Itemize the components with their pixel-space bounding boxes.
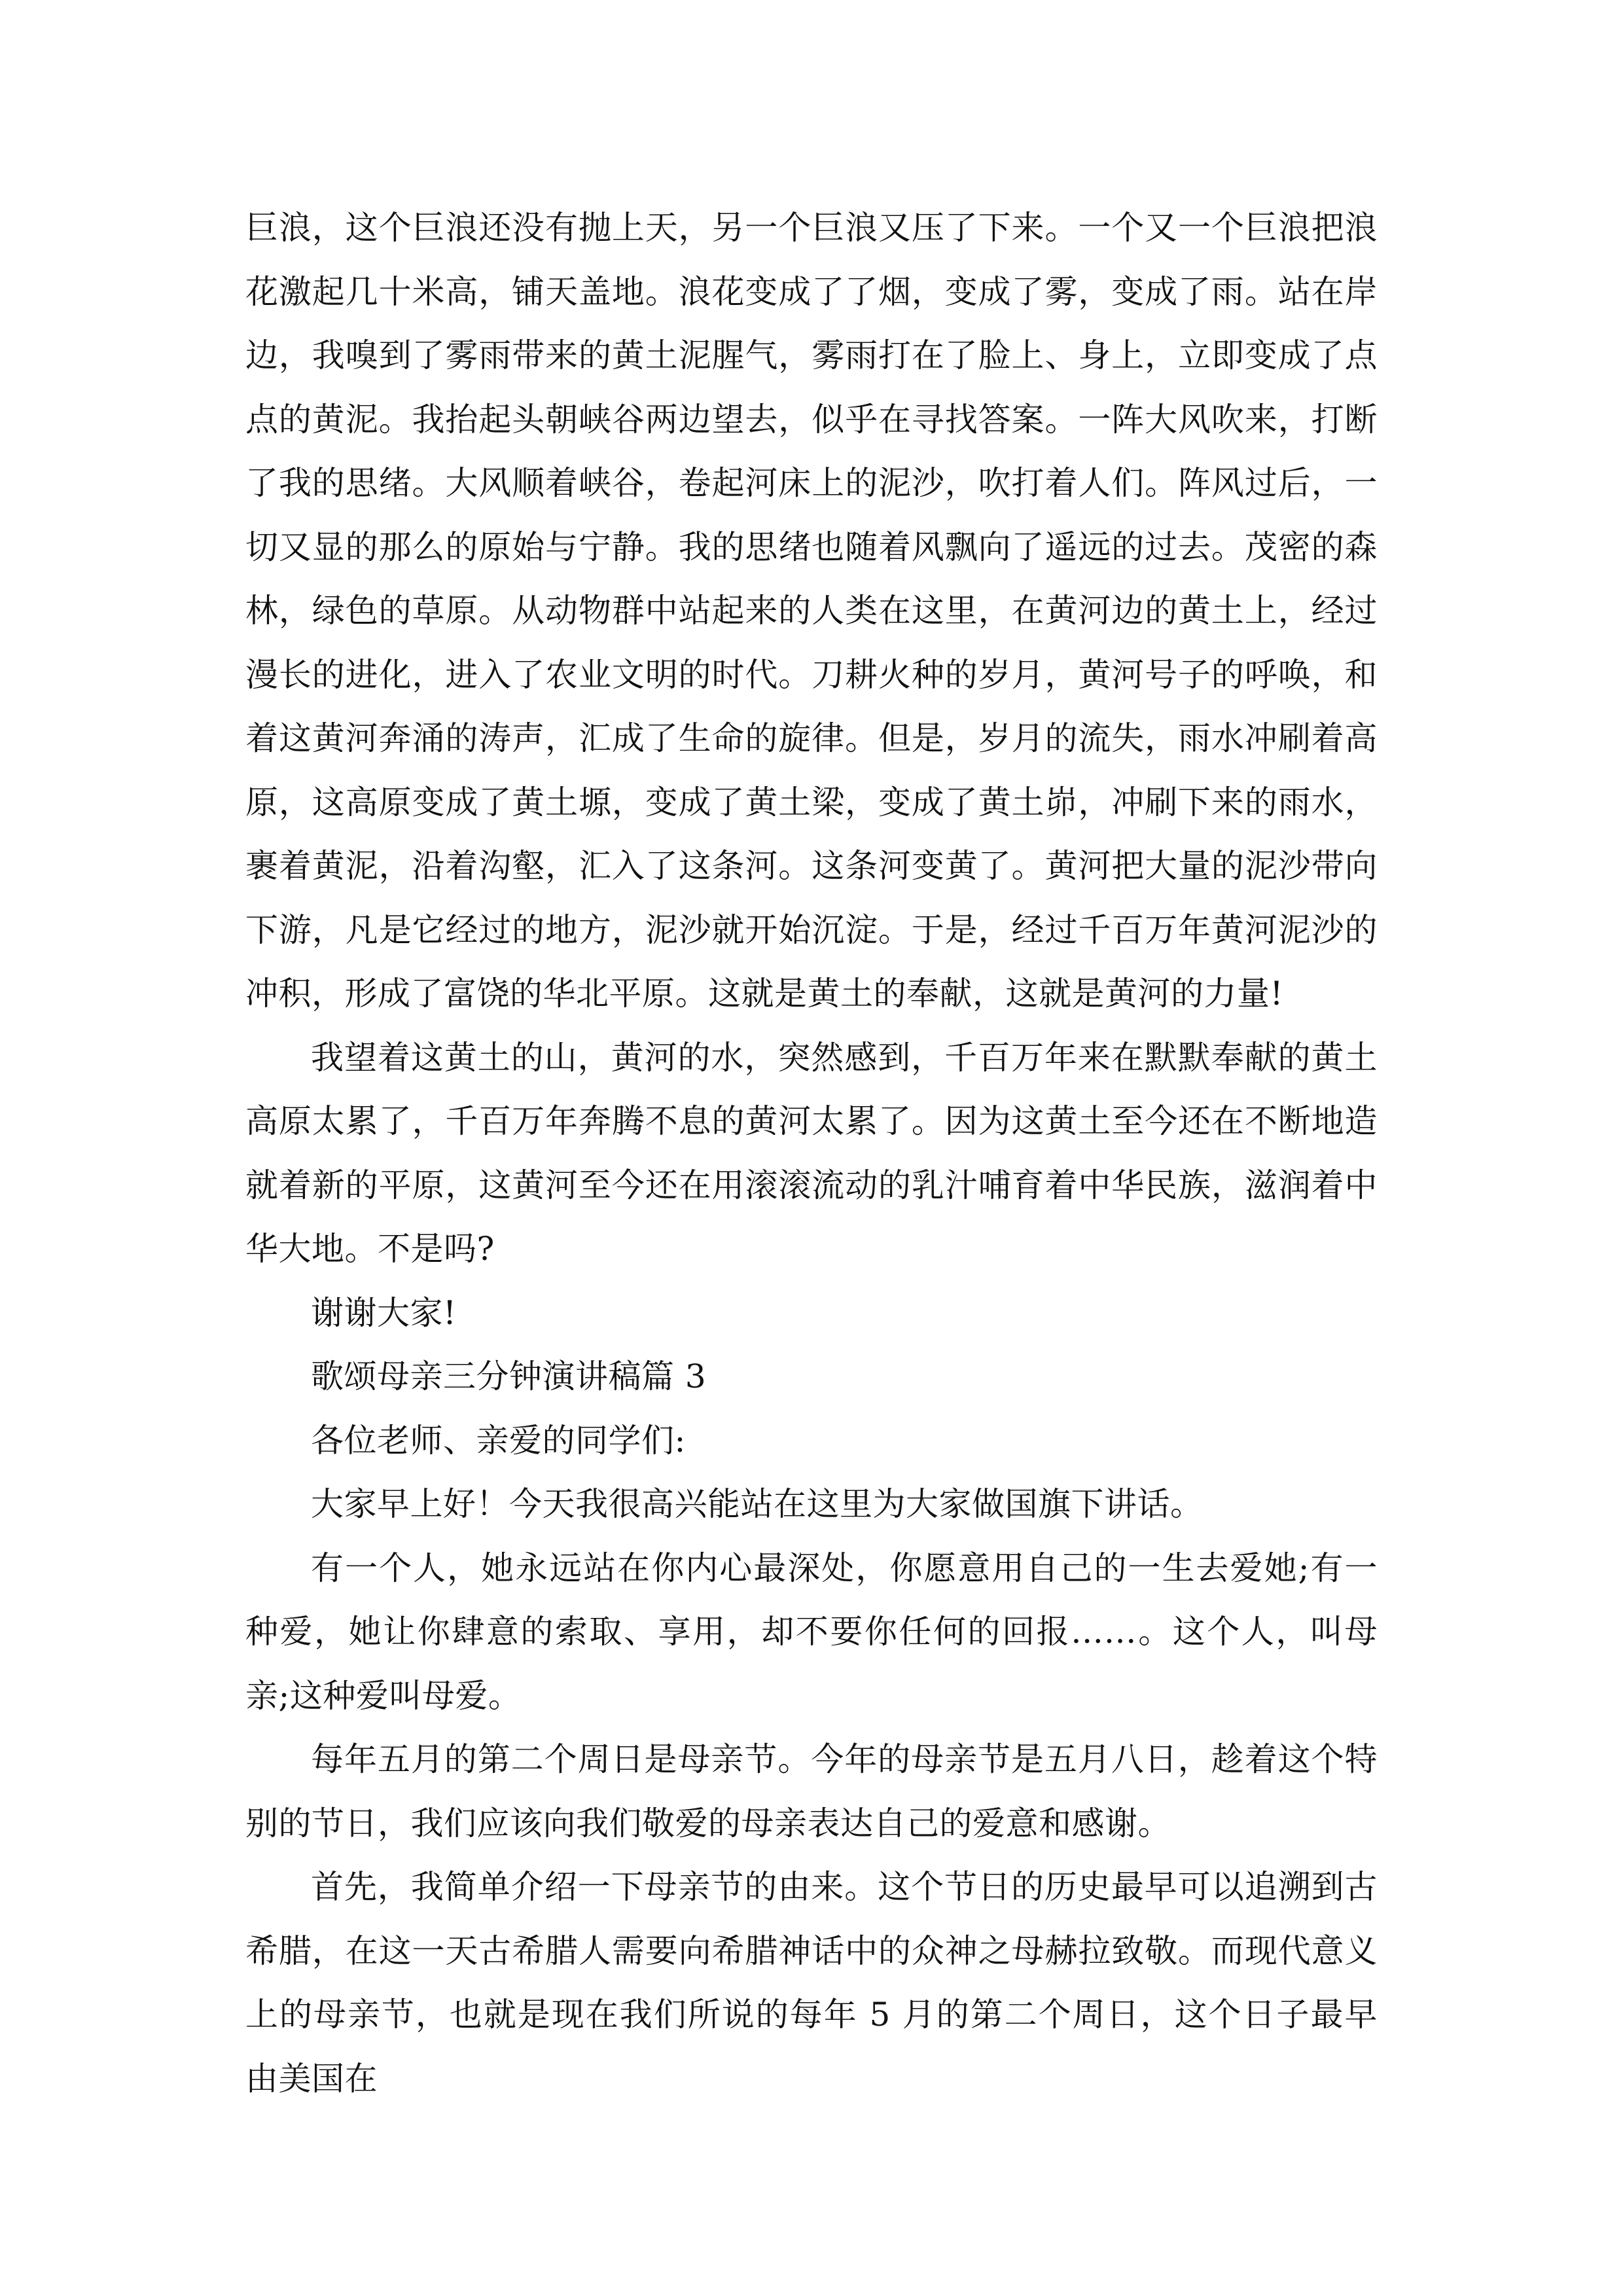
greeting: 大家早上好！今天我很高兴能站在这里为大家做国旗下讲话。	[311, 1485, 1204, 1523]
section-title: 歌颂母亲三分钟演讲稿篇 3	[311, 1357, 707, 1395]
salutation: 各位老师、亲爱的同学们:	[311, 1421, 686, 1460]
body-paragraph-2: 我望着这黄土的山，黄河的水，突然感到，千百万年来在默默奉献的黄土高原太累了，千百万年奔腾不息的黄河太累了。因为这黄土至今还在不断地造就着新的平原，这黄河至今还在用滚滚流动的乳汁哺育着中华民族，滋润着中华大地。不是吗?	[245, 1038, 1378, 1268]
body-paragraph-3: 有一个人，她永远站在你内心最深处，你愿意用自己的一生去爱她;有一种爱，她让你肆意的索取、享用，却不要你任何的回报……。这个人，叫母亲;这种爱叫母爱。	[245, 1549, 1378, 1715]
closing-thanks: 谢谢大家!	[311, 1293, 457, 1332]
body-paragraph-1: 巨浪，这个巨浪还没有抛上天，另一个巨浪又压了下来。一个又一个巨浪把浪花激起几十米高，铺天盖地。浪花变成了了烟，变成了雾，变成了雨。站在岸边，我嗅到了雾雨带来的黄土泥腥气，雾雨打在了脸上、身上，立即变成了点点的黄泥。我抬起头朝峡谷两边望去，似乎在寻找答案。一阵大风吹来，打断了我的思绪。大风顺着峡谷，卷起河床上的泥沙，吹打着人们。阵风过后，一切又显的那么的原始与宁静。我的思绪也随着风飘向了遥远的过去。茂密的森林，绿色的草原。从动物群中站起来的人类在这里，在黄河边的黄土上，经过漫长的进化，进入了农业文明的时代。刀耕火种的岁月，黄河号子的呼唤，和着这黄河奔涌的涛声，汇成了生命的旋律。但是，岁月的流失，雨水冲刷着高原，这高原变成了黄土塬，变成了黄土梁，变成了黄土峁，冲刷下来的雨水，裹着黄泥，沿着沟壑，汇入了这条河。这条河变黄了。黄河把大量的泥沙带向下游，凡是它经过的地方，泥沙就开始沉淀。于是，经过千百万年黄河泥沙的冲积，形成了富饶的华北平原。这就是黄土的奉献，这就是黄河的力量!	[245, 209, 1378, 1013]
document-page	[245, 196, 1378, 2111]
body-paragraph-5: 首先，我简单介绍一下母亲节的由来。这个节日的历史最早可以追溯到古希腊，在这一天古希腊人需要向希腊神话中的众神之母赫拉致敬。而现代意义上的母亲节，也就是现在我们所说的每年 5 月的第二个周日，这个日子最早由美国在	[245, 1868, 1378, 2098]
body-paragraph-4: 每年五月的第二个周日是母亲节。今年的母亲节是五月八日，趁着这个特别的节日，我们应该向我们敬爱的母亲表达自己的爱意和感谢。	[245, 1740, 1378, 1842]
